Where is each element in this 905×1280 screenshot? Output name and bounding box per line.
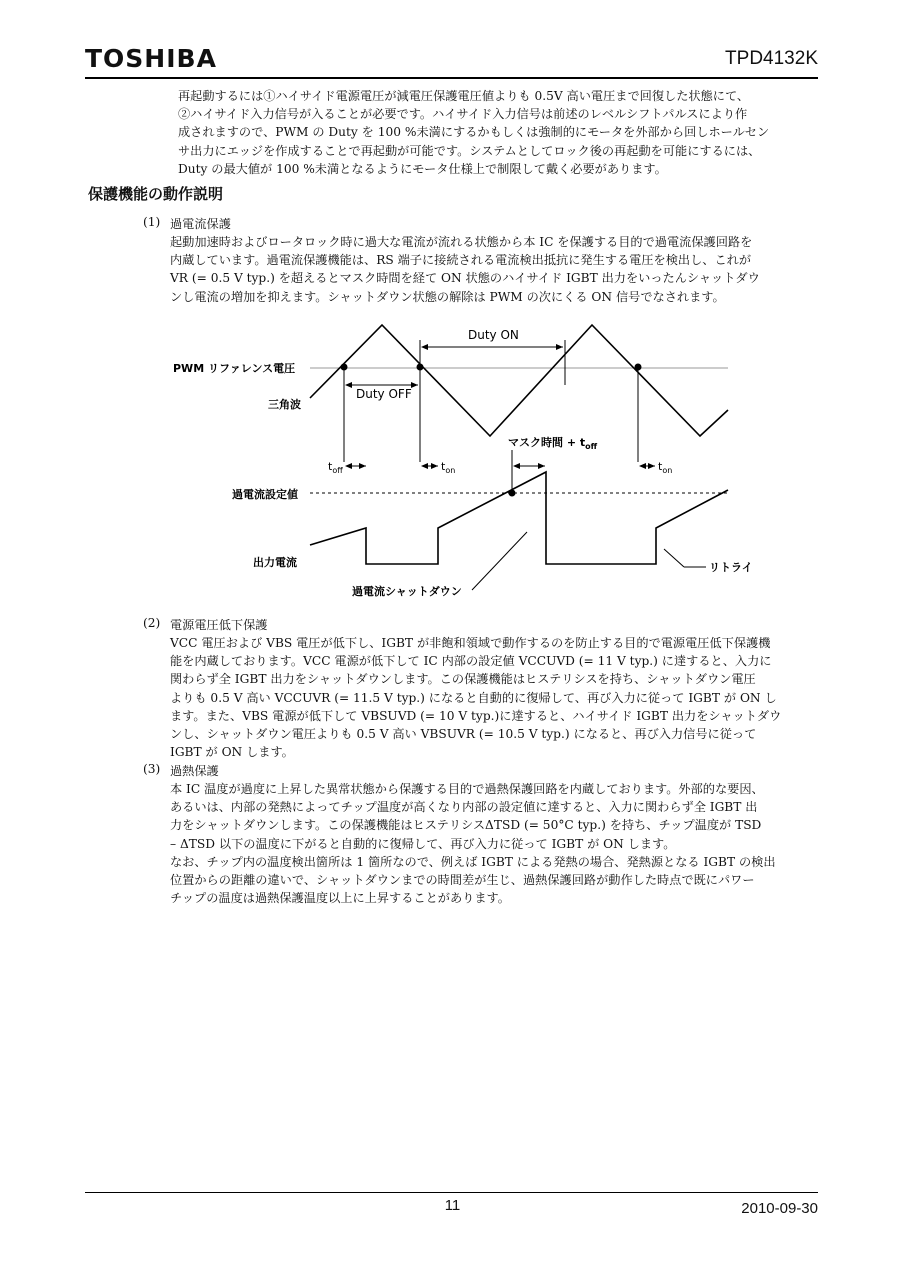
intro-line: 成されますので、PWM の Duty を 100 %未満にするかもしくは強制的にモータを外部から回しホールセン (178, 125, 770, 140)
item-line: IGBT が ON します。 (170, 745, 294, 760)
mask-time-label: マスク時間 + $t_{off}$ (508, 436, 598, 451)
item-line: なお、チップ内の温度検出箇所は 1 箇所なので、例えば IGBT による発熱の場合、発熱源となる IGBT の検出 (170, 854, 776, 869)
item-line: ンし、シャットダウン電圧よりも 0.5 V 高い VBSUVR (= 10.5 V typ.) になると、再び入力信号に従って (170, 727, 757, 742)
item-line: あるいは、内部の発熱によってチップ温度が高くなり内部の設定値に達すると、入力に関わらず全 IGBT 出 (170, 800, 758, 815)
section-title: 保護機能の動作説明 (88, 185, 224, 203)
duty-off-label: Duty OFF (356, 387, 412, 401)
item-title: 電源電圧低下保護 (170, 618, 268, 632)
ton-label-2: $t_{on}$ (658, 460, 673, 475)
shutdown-leader (472, 532, 527, 590)
intro-line: ②ハイサイド入力信号が入ることが必要です。ハイサイド入力信号は前述のレベルシフトパルスにより作 (178, 107, 748, 122)
item-paragraph (170, 780, 776, 907)
item-line: 力をシャットダウンします。この保護機能はヒステリシスΔTSD (= 50°C typ.) を持ち、チップ温度が TSD (170, 818, 762, 833)
item-number: (2) (143, 616, 161, 630)
duty-on-label: Duty ON (468, 328, 519, 342)
item-line: ます。また、VBS 電源が低下して VBSUVD (= 10 V typ.)に達すると、ハイサイド IGBT 出力をシャットダウ (170, 708, 782, 723)
intro-line: Duty の最大値が 100 %未満となるようにモータ仕様上で制限して戴く必要があります。 (178, 161, 667, 176)
footer-rule (85, 1192, 818, 1193)
intro-line: 再起動するには①ハイサイド電源電圧が減電圧保護電圧値よりも 0.5V 高い電圧まで回復した状態にて、 (178, 89, 750, 103)
output-current-label: 出力電流 (253, 556, 297, 569)
item-line: チップの温度は過熱保護温度以上に上昇することがあります。 (170, 891, 510, 906)
triangle-wave (310, 325, 728, 436)
intro-line: サ出力にエッジを作成することで再起動が可能です。システムとしてロック後の再起動を可能にするには、 (178, 143, 761, 158)
item-line: 起動加速時およびロータロック時に過大な電流が流れる状態から本 IC を保護する目的で過電流保護回路を (170, 235, 753, 249)
ocp-level-label: 過電流設定値 (232, 488, 298, 501)
item-line: 関わらず全 IGBT 出力をシャットダウンします。この保護機能はヒステリシスを持ち、シャットダウン電圧 (170, 672, 756, 687)
toshiba-logo: TOSHIBA (85, 44, 217, 73)
retry-label: リトライ (709, 561, 753, 574)
item-title: 過電流保護 (170, 217, 231, 231)
part-number: TPD4132K (725, 48, 818, 69)
item-line: よりも 0.5 V 高い VCCUVR (= 11.5 V typ.) になると自動的に復帰して、再び入力に従って IGBT が ON し (170, 690, 777, 705)
retry-leader (664, 549, 684, 567)
item-line: VCC 電圧および VBS 電圧が低下し、IGBT が非飽和領域で動作するのを防止する目的で電源電圧低下保護機 (170, 636, 771, 650)
item-line: ンし電流の増加を抑えます。シャットダウン状態の解除は PWM の次にくる ON 信号でなされます。 (170, 289, 725, 304)
item-number: (3) (143, 762, 161, 776)
pwm-ref-label: PWM リファレンス電圧 (173, 362, 296, 375)
shutdown-label: 過電流シャットダウン (352, 585, 462, 598)
document-date: 2010-09-30 (741, 1200, 818, 1217)
item-line: 能を内蔵しております。VCC 電源が低下して IC 内部の設定値 VCCUVD (= 11 V typ.) に達すると、入力に (170, 654, 772, 669)
page-number: 11 (444, 1197, 461, 1214)
item-line: VR (= 0.5 V typ.) を超えるとマスク時間を経て ON 状態のハイサイド IGBT 出力をいったんシャットダウ (170, 271, 760, 286)
item-paragraph (170, 634, 781, 761)
item-line: 内蔵しています。過電流保護機能は、RS 端子に接続される電流検出抵抗に発生する電圧を検出し、これが (170, 253, 752, 268)
item-line: 本 IC 温度が過度に上昇した異常状態から保護する目的で過熱保護回路を内蔵しております。外部的な要因、 (170, 782, 764, 796)
item-title: 過熱保護 (170, 764, 219, 778)
ton-label: $t_{on}$ (441, 460, 456, 475)
toff-label: $t_{off}$ (328, 460, 343, 475)
item-line: 位置からの距離の違いで、シャットダウンまでの時間差が生じ、過熱保護回路が動作した時点で既にパワー (170, 873, 755, 888)
item-number: (1) (143, 215, 161, 229)
item-line: – ΔTSD 以下の温度に下がると自動的に復帰して、再び入力に従って IGBT が ON します。 (170, 836, 676, 851)
triangle-label: 三角波 (268, 398, 301, 411)
